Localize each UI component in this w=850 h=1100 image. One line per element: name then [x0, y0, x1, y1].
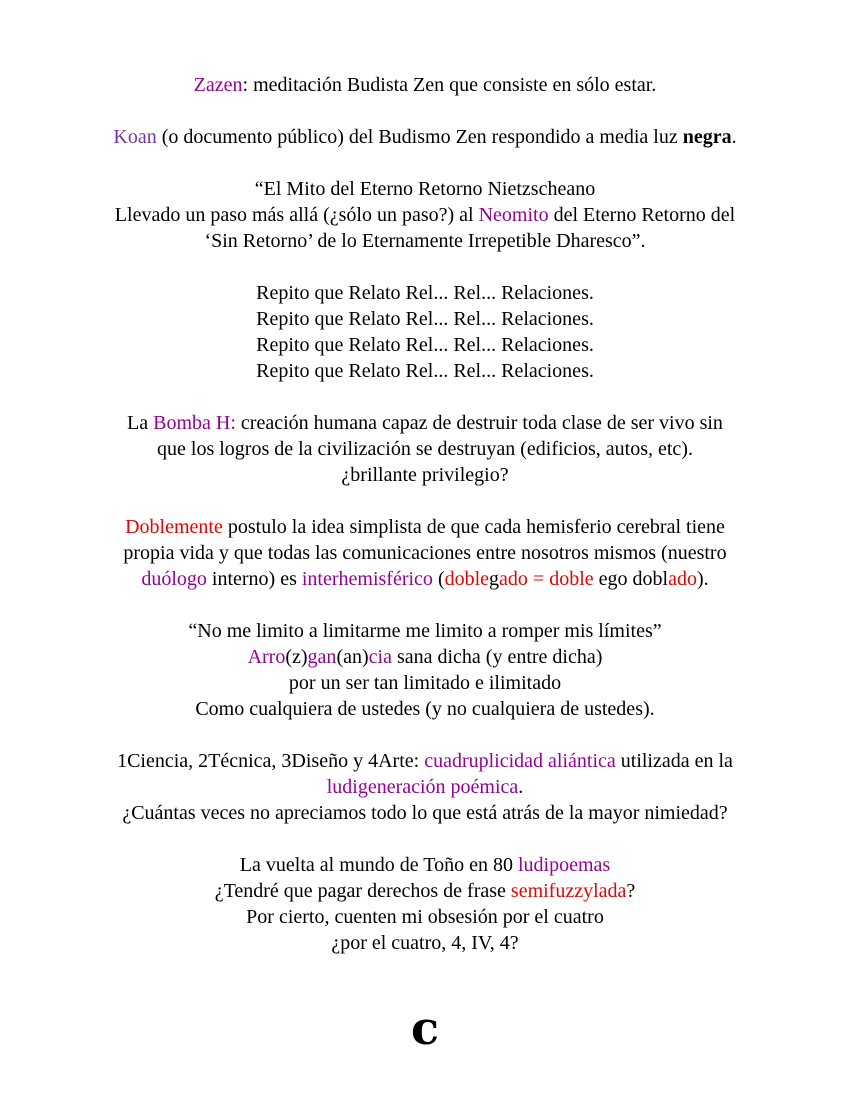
text-span: propia vida y que todas las comunicaciones entre nosotros mismos (nuestro	[123, 542, 727, 564]
text-line	[30, 852, 820, 878]
text-span: .	[731, 126, 737, 148]
text-line	[30, 878, 820, 904]
highlight-span: cia	[368, 646, 392, 668]
text-span: Repito que Relato Rel... Rel... Relaciones.	[256, 308, 594, 330]
paragraph-zazen	[30, 72, 820, 98]
text-line	[30, 644, 820, 670]
text-span: ¿Cuántas veces no apreciamos todo lo que está atrás de la mayor nimiedad?	[122, 802, 728, 824]
text-span: del Eterno Retorno del	[548, 204, 736, 226]
highlight-span: gan	[307, 646, 337, 668]
text-span: “No me limito a limitarme me limito a romper mis límites”	[188, 620, 662, 642]
highlight-span: ludigeneración poémica	[326, 776, 519, 798]
text-line	[30, 228, 820, 254]
text-line	[30, 696, 820, 722]
text-line	[30, 514, 820, 540]
text-line	[30, 800, 820, 826]
text-span: ego dobl	[593, 568, 669, 590]
text-span: ‘Sin Retorno’ de lo Eternamente Irrepetible Dharesco”.	[204, 230, 646, 252]
highlight-span: Arro	[247, 646, 286, 668]
text-line	[30, 774, 820, 800]
paragraph-tono	[30, 852, 820, 956]
highlight-span: Neomito	[478, 204, 549, 226]
highlight-span: duólogo	[141, 568, 207, 590]
text-line	[30, 332, 820, 358]
text-span: (	[432, 568, 445, 590]
text-line	[30, 930, 820, 956]
text-span: (an)	[336, 646, 369, 668]
text-span: 1Ciencia, 2Técnica, 3Diseño y 4Arte:	[117, 750, 425, 772]
highlight-span: semifuzzylada	[510, 880, 627, 902]
text-span: : meditación Budista Zen que consiste en sólo estar.	[242, 74, 657, 96]
text-span: ¿Tendré que pagar derechos de frase	[214, 880, 511, 902]
text-span: Como cualquiera de ustedes (y no cualquiera de ustedes).	[195, 698, 655, 720]
text-span: creación humana capaz de destruir toda clase de ser vivo sin	[235, 412, 723, 434]
highlight-span: Zazen	[193, 74, 243, 96]
text-line	[30, 618, 820, 644]
text-line	[30, 280, 820, 306]
footer-ornament-c: c	[410, 1001, 439, 1055]
highlight-span: cuadruplicidad aliántica	[424, 750, 616, 772]
text-line	[30, 462, 820, 488]
highlight-span: doble	[444, 568, 490, 590]
text-span: (z)	[285, 646, 308, 668]
text-span: ¿por el cuatro, 4, IV, 4?	[331, 932, 519, 954]
text-span: postulo la idea simplista de que cada hemisferio cerebral tiene	[222, 516, 725, 538]
text-line	[30, 904, 820, 930]
document-body	[30, 72, 820, 956]
text-line	[30, 410, 820, 436]
text-span: .	[518, 776, 524, 798]
text-span: (o documento público) del Budismo Zen respondido a media luz	[156, 126, 683, 148]
text-span: que los logros de la civilización se destruyan (edificios, autos, etc).	[157, 438, 693, 460]
paragraph-doblemente	[30, 514, 820, 592]
text-line	[30, 670, 820, 696]
text-span: interno) es	[206, 568, 302, 590]
highlight-span: ludipoemas	[517, 854, 611, 876]
highlight-span: Doblemente	[125, 516, 223, 538]
highlight-span: ado	[499, 568, 528, 590]
text-span: “El Mito del Eterno Retorno Nietzscheano	[254, 178, 596, 200]
paragraph-bomba-h	[30, 410, 820, 488]
text-span: ).	[696, 568, 709, 590]
text-span: La	[127, 412, 154, 434]
text-span: La vuelta al mundo de Toño en 80	[239, 854, 518, 876]
text-span: g	[489, 568, 500, 590]
text-line	[30, 306, 820, 332]
text-line	[30, 540, 820, 566]
text-line	[30, 202, 820, 228]
text-span: negra	[682, 126, 732, 148]
text-span: ?	[626, 880, 636, 902]
paragraph-limites	[30, 618, 820, 722]
text-span: Llevado un paso más allá (¿sólo un paso?) al	[114, 204, 479, 226]
text-line	[30, 176, 820, 202]
text-line	[30, 436, 820, 462]
highlight-span: interhemisférico	[301, 568, 433, 590]
text-span: sana dicha (y entre dicha)	[391, 646, 603, 668]
text-line	[30, 72, 820, 98]
text-span: ¿brillante privilegio?	[341, 464, 509, 486]
text-line	[30, 748, 820, 774]
paragraph-eterno-retorno	[30, 176, 820, 254]
highlight-span: doble	[549, 568, 594, 590]
text-span: Repito que Relato Rel... Rel... Relaciones.	[256, 282, 594, 304]
paragraph-koan	[30, 124, 820, 150]
text-span: Repito que Relato Rel... Rel... Relaciones.	[256, 360, 594, 382]
text-line	[30, 566, 820, 592]
text-span: Repito que Relato Rel... Rel... Relaciones.	[256, 334, 594, 356]
text-line	[30, 124, 820, 150]
text-span: Por cierto, cuenten mi obsesión por el cuatro	[246, 906, 604, 928]
text-line	[30, 358, 820, 384]
highlight-span: =	[527, 568, 550, 590]
paragraph-cuadruplicidad	[30, 748, 820, 826]
highlight-span: Bomba H:	[153, 412, 236, 434]
paragraph-repito	[30, 280, 820, 384]
highlight-span: ado	[668, 568, 697, 590]
text-span: utilizada en la	[615, 750, 733, 772]
highlight-span: Koan	[113, 126, 157, 148]
text-span: por un ser tan limitado e ilimitado	[288, 672, 562, 694]
